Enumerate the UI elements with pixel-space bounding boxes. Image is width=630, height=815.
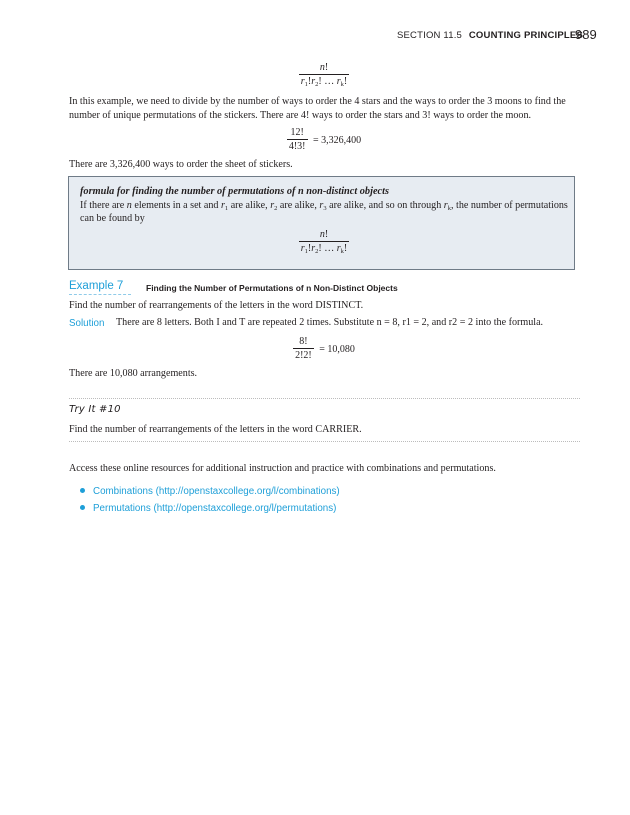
example-problem: Find the number of rearrangements of the letters in the word DISTINCT.: [69, 300, 364, 311]
distinct-numerator: 8!: [299, 336, 308, 347]
resources-intro: Access these online resources for additional instruction and practice with combinations and permutations.: [69, 463, 496, 474]
intro-paragraph: In this example, we need to divide by the number of ways to order the 4 stars and the ways to order the 3 moons to find the number of unique permutations of the stickers. There are 4! ways to order the stars and 3! ways to order the moon.: [69, 96, 566, 121]
page-number: 989: [575, 27, 597, 42]
formula-box-text: If there are n elements in a set and $r_1$ are alike, $r_2$ are alike, $r_3$ are alike, and so on through $r_k$, the number of permutations can be found by: [80, 200, 568, 224]
divider: [69, 441, 580, 442]
formula-general: $\frac{n!}{r_1!r_2! \dots r_k!}$: [300, 62, 348, 88]
formula-denominator: $r_1!r_2$! … $r_k$!: [300, 76, 348, 88]
divider: [69, 398, 580, 399]
example-conclusion: There are 10,080 arrangements.: [69, 368, 198, 379]
running-header: [0, 30, 583, 41]
example-label: Example 7: [69, 280, 131, 295]
distinct-denominator: 2!2!: [295, 350, 312, 361]
solution-text: There are 8 letters. Both I and T are repeated 2 times. Substitute n = 8, r1 = 2, and r2 = 2 into the formula.: [116, 317, 544, 328]
bullet-icon: [80, 488, 85, 493]
distinct-result: = 10,080: [319, 343, 355, 355]
example-title: Finding the Number of Permutations of n Non-Distinct Objects: [146, 283, 398, 293]
stickers-result: = 3,326,400: [313, 134, 362, 146]
section-number: SECTION 11.5: [396, 30, 463, 41]
stickers-result-paragraph: There are 3,326,400 ways to order the sheet of stickers.: [69, 159, 293, 170]
formula-box-title: formula for finding the number of permutations of n non-distinct objects: [80, 186, 389, 197]
resource-link-permutations[interactable]: Permutations (http://openstaxcollege.org/l/permutations): [80, 503, 336, 514]
section-title: COUNTING PRINCIPLES: [468, 30, 583, 41]
resource-link-combinations[interactable]: Combinations (http://openstaxcollege.org/l/combinations): [80, 486, 340, 497]
stickers-denominator: 4!3!: [288, 141, 306, 152]
formula-box-equation: $\frac{n!}{r_1!r_2! \dots r_k!}$: [300, 229, 348, 255]
bullet-icon: [80, 505, 85, 510]
try-it-label: Try It #10: [69, 404, 121, 415]
solution-label: Solution: [69, 318, 105, 329]
stickers-calculation: [69, 127, 579, 153]
stickers-numerator: 12!: [290, 127, 304, 138]
distinct-calculation: [69, 336, 579, 362]
try-it-problem: Find the number of rearrangements of the letters in the word CARRIER.: [69, 424, 362, 435]
